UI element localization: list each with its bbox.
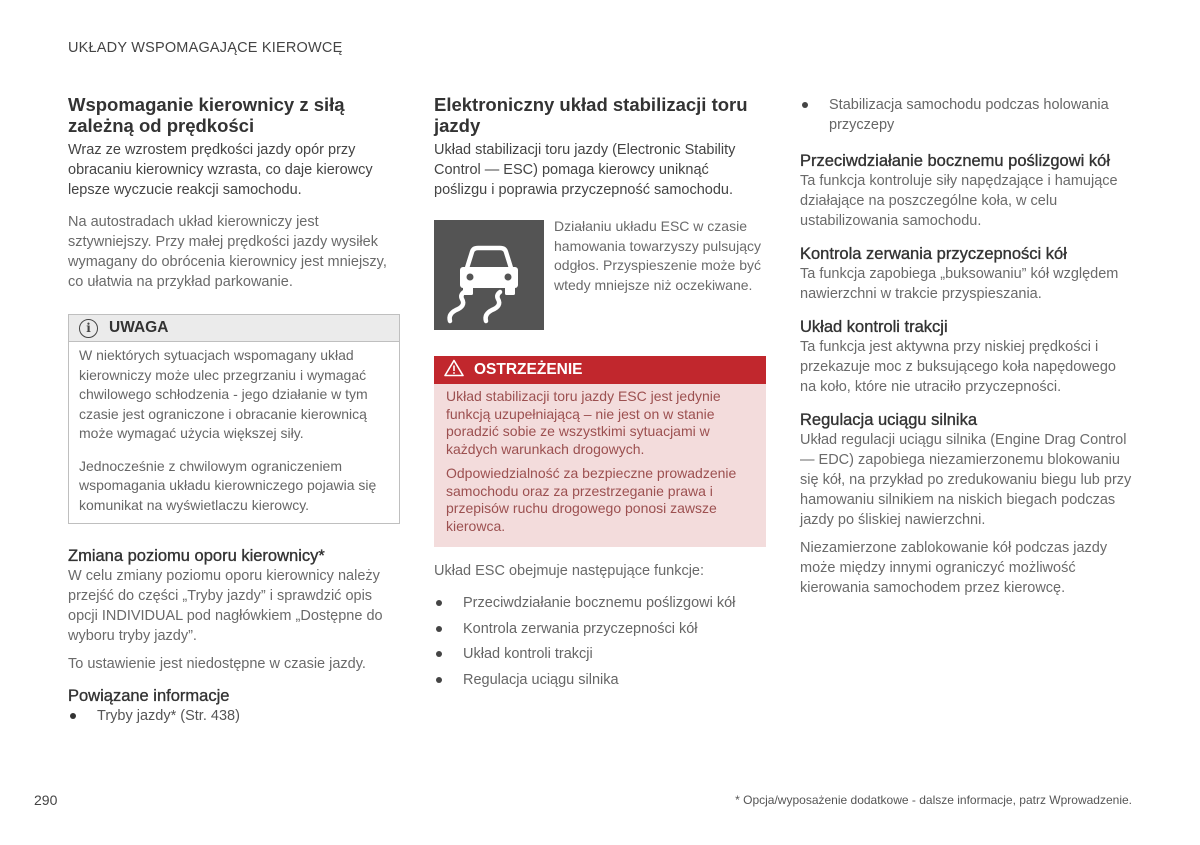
engine-drag-text-2: Niezamierzone zablokowanie kół podczas jazdy może między innymi ograniczyć możliwość kierowania samochodem przez kierowcę.	[800, 540, 1108, 596]
bullet-icon	[436, 600, 442, 606]
engine-drag-text: Układ regulacji uciągu silnika (Engine Drag Control — EDC) zapobiega niezamierzonemu blokowaniu się kół, na przykład po zredukowaniu biegu lub przy hamowaniu silnikiem na niskich biegach podczas jazdy po śliskiej nawierzchni.	[800, 432, 1132, 528]
power-steering-intro: Wraz ze wzrostem prędkości jazdy opór przy obracaniu kierownicy wzrasta, co daje kierowcy lepsze wyczucie reakcji samochodu.	[68, 142, 373, 198]
column-esc	[434, 94, 766, 695]
power-steering-highway-text: Na autostradach układ kierowniczy jest sztywniejszy. Przy małej prędkości jazdy wysiłek wymagany do obrócenia kierownicy jest mniejszy, co ułatwia na przykład parkowanie.	[68, 214, 387, 290]
esc-intro: Układ stabilizacji toru jazdy (Electronic Stability Control — ESC) pomaga kierowcy uniknąć poślizgu i poprawia przyczepność samochodu.	[434, 142, 736, 198]
subheading-side-skid: Przeciwdziałanie bocznemu poślizgowi kół	[800, 152, 1110, 170]
bullet-icon	[436, 677, 442, 683]
note-paragraph-1: W niektórych sytuacjach wspomagany układ kierowniczy może ulec przegrzaniu i wymagać chwilowego schłodzenia - jego działanie w tym czasie jest ograniczone i obracanie kierownicą może wymagać użycia większej siły.	[79, 347, 368, 441]
unavailable-while-driving-text: To ustawienie jest niedostępne w czasie jazdy.	[68, 656, 366, 672]
warning-box-header	[434, 356, 766, 384]
esc-figure	[434, 220, 766, 330]
list-item	[434, 670, 766, 690]
running-header: UKŁADY WSPOMAGAJĄCE KIEROWCĘ	[68, 40, 343, 56]
note-box-header	[69, 315, 399, 342]
footnote: * Opcja/wyposażenie dodatkowe - dalsze informacje, patrz Wprowadzenie.	[735, 793, 1132, 807]
subheading-traction-loss: Kontrola zerwania przyczepności kół	[800, 245, 1067, 263]
note-title: UWAGA	[109, 319, 169, 336]
list-item	[800, 95, 1132, 135]
warning-triangle-icon	[444, 359, 464, 382]
bullet-icon	[436, 651, 442, 657]
trailer-stability-list	[800, 95, 1132, 135]
side-skid-text: Ta funkcja kontroluje siły napędzające i hamujące działające na poszczególne koła, w celu ustabilizowania samochodu.	[800, 173, 1118, 229]
info-icon: i	[79, 319, 98, 338]
esc-functions-list	[434, 593, 766, 690]
list-item	[434, 644, 766, 664]
list-item-label: Przeciwdziałanie bocznemu poślizgowi kół	[463, 595, 736, 611]
subheading-traction-control: Układ kontroli trakcji	[800, 318, 948, 336]
traction-loss-text: Ta funkcja zapobiega „buksowaniu” kół względem nawierzchni w trakcie przyspieszania.	[800, 266, 1119, 302]
traction-control-text: Ta funkcja jest aktywna przy niskiej prędkości i przekazuje moc z buksującego koła napędowego na koło, które nie utraciło przyczepności.	[800, 339, 1116, 395]
list-item	[434, 619, 766, 639]
steering-resistance-text: W celu zmiany poziomu oporu kierownicy należy przejść do części „Tryby jazdy” i sprawdzić opis opcji INDIVIDUAL pod nagłówkiem „Dostępne do wyboru tryby jazdy”.	[68, 568, 383, 644]
section-heading-esc: Elektroniczny układ stabilizacji toru jazdy	[434, 94, 748, 136]
column-esc-functions	[800, 94, 1132, 598]
esc-functions-intro: Układ ESC obejmuje następujące funkcje:	[434, 563, 705, 579]
bullet-icon	[70, 713, 76, 719]
warning-paragraph-1: Układ stabilizacji toru jazdy ESC jest jedynie funkcją uzupełniającą – nie jest on w stanie poradzić sobie ze wszystkimi sytuacjami w każdych warunkach drogowych.	[446, 388, 721, 457]
subheading-engine-drag: Regulacja uciągu silnika	[800, 411, 978, 429]
list-item-label: Stabilizacja samochodu podczas holowania przyczepy	[829, 97, 1109, 133]
page-number: 290	[34, 792, 58, 808]
list-item-label: Kontrola zerwania przyczepności kół	[463, 620, 698, 637]
note-paragraph-2: Jednocześnie z chwilowym ograniczeniem wspomagania układu kierowniczego pojawia się komunikat na wyświetlaczu kierowcy.	[79, 457, 377, 513]
warning-body	[434, 384, 766, 547]
note-body	[69, 342, 399, 523]
subheading-steering-resistance: Zmiana poziomu oporu kierownicy*	[68, 547, 325, 565]
related-link-driving-modes[interactable]	[68, 706, 400, 726]
related-info-list	[68, 706, 400, 726]
bullet-icon	[436, 626, 442, 632]
warning-title: OSTRZEŻENIE	[474, 361, 583, 378]
bullet-icon	[802, 102, 808, 108]
list-item-label: Regulacja uciągu silnika	[463, 671, 619, 688]
related-link-label: Tryby jazdy* (Str. 438)	[97, 708, 240, 724]
section-heading-power-steering: Wspomaganie kierownicy z siłą zależną od prędkości	[68, 94, 345, 136]
warning-paragraph-2: Odpowiedzialność za bezpieczne prowadzenie samochodu oraz za przestrzeganie prawa i przepisów ruchu drogowego ponosi zawsze kierowca.	[446, 465, 737, 534]
column-power-steering	[68, 94, 400, 726]
list-item-label: Układ kontroli trakcji	[463, 646, 593, 662]
esc-figure-caption: Działaniu układu ESC w czasie hamowania towarzyszy pulsujący odgłos. Przyspieszenie może być wtedy mniejsze niż oczekiwane.	[554, 218, 761, 293]
esc-skidding-car-icon	[434, 220, 544, 330]
warning-box	[434, 356, 766, 547]
note-box	[68, 314, 400, 524]
related-info-heading: Powiązane informacje	[68, 687, 230, 705]
list-item	[434, 593, 766, 613]
